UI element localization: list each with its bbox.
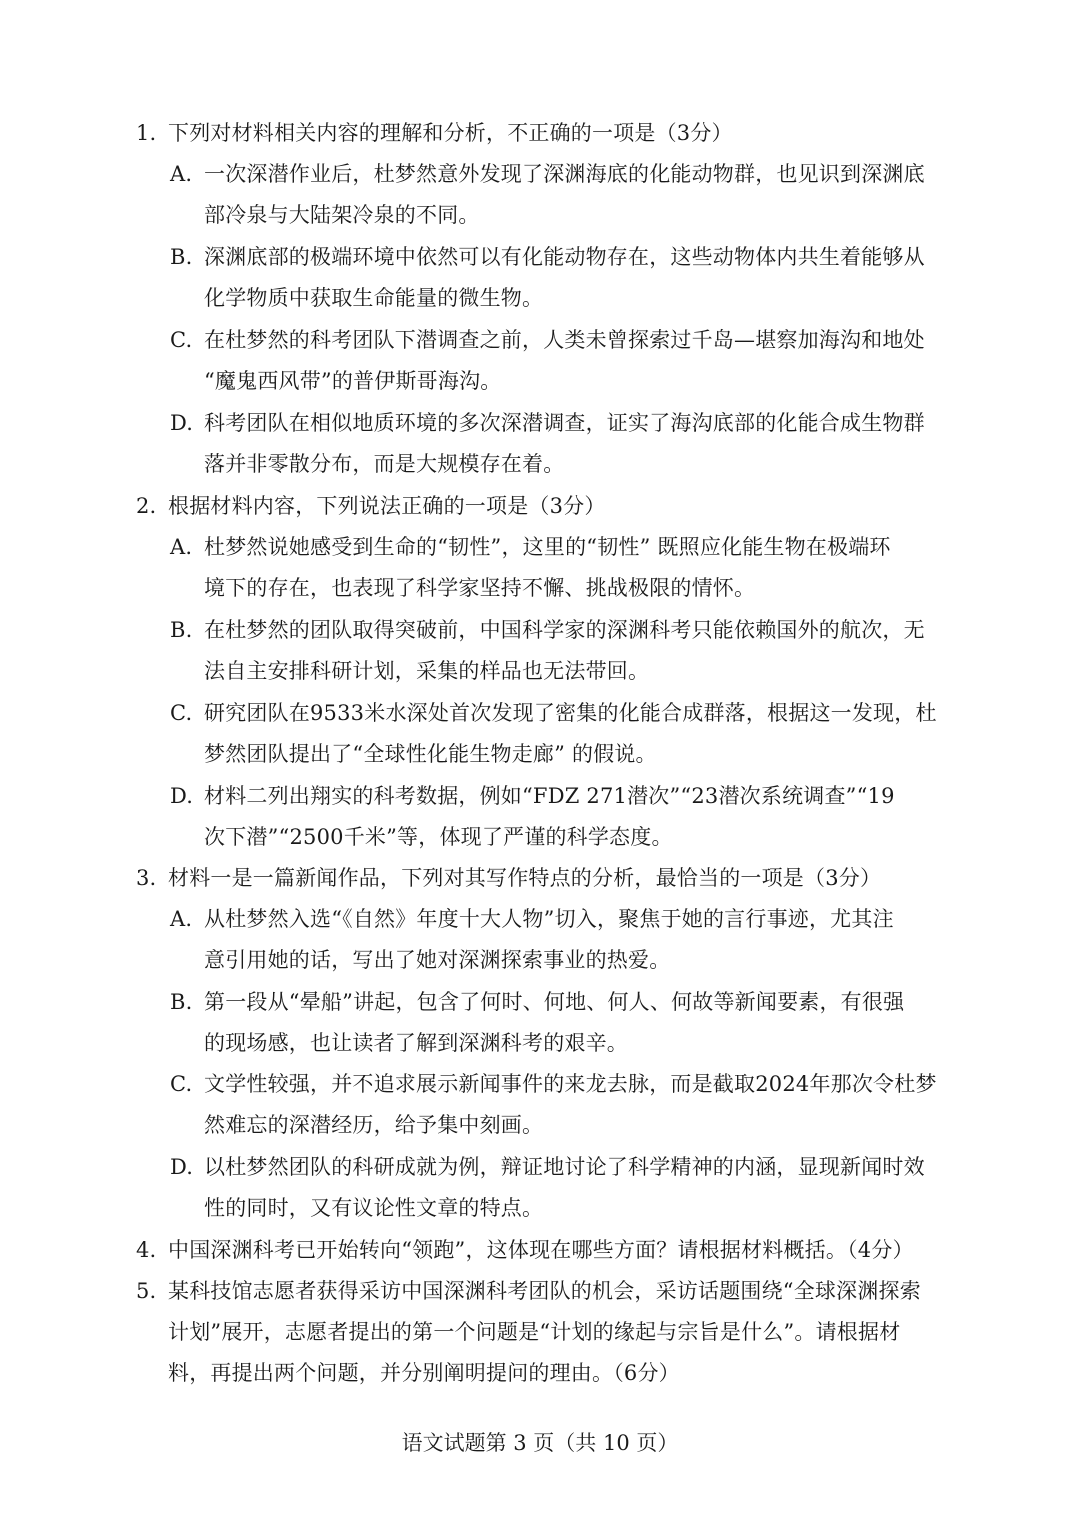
q1-option-b-line-2: 化学物质中获取生命能量的微生物。: [204, 286, 544, 310]
page-footer: 语文试题第 3 页（共 10 页）: [401, 1431, 679, 1455]
q2-option-d-line-2: 次下潜”“2500千米”等，体现了严谨的科学态度。: [204, 825, 673, 849]
q3-option-c-label: C.: [170, 1072, 193, 1096]
q3-option-d-label: D.: [170, 1155, 194, 1179]
q2-option-a-label: A.: [170, 535, 193, 559]
q1-option-b-line-1: 深渊底部的极端环境中依然可以有化能动物存在，这些动物体内共生着能够从: [204, 245, 925, 269]
question-5-line-3: 料，再提出两个问题，并分别阐明提问的理由。（6分）: [168, 1361, 680, 1385]
q1-option-d-line-2: 落并非零散分布，而是大规模存在着。: [204, 452, 565, 476]
q1-option-b-label: B.: [170, 245, 193, 269]
q2-option-c-label: C.: [170, 701, 193, 725]
q2-option-c-line-1: 研究团队在9533米水深处首次发现了密集的化能合成群落，根据这一发现，杜: [204, 701, 937, 725]
q2-option-b-line-2: 法自主安排科研计划，采集的样品也无法带回。: [204, 659, 650, 683]
q1-option-c-label: C.: [170, 328, 193, 352]
question-4-line-1: 中国深渊科考已开始转向“领跑”，这体现在哪些方面？请根据材料概括。（4分）: [168, 1238, 914, 1262]
q1-option-a-label: A.: [170, 162, 193, 186]
question-5-line-1: 某科技馆志愿者获得采访中国深渊科考团队的机会，采访话题围绕“全球深渊探索: [168, 1279, 921, 1303]
q1-option-c-line-2: “魔鬼西风带”的普伊斯哥海沟。: [204, 369, 502, 393]
q1-option-a-line-2: 部冷泉与大陆架冷泉的不同。: [204, 203, 480, 227]
question-1-number: 1.: [136, 121, 157, 145]
question-5-number: 5.: [136, 1279, 157, 1303]
q3-option-c-line-2: 然难忘的深潜经历，给予集中刻画。: [204, 1113, 544, 1137]
q3-option-d-line-2: 性的同时，又有议论性文章的特点。: [204, 1196, 544, 1220]
q3-option-b-line-2: 的现场感，也让读者了解到深渊科考的艰辛。: [204, 1031, 628, 1055]
question-3-number: 3.: [136, 866, 157, 890]
q2-option-d-line-1: 材料二列出翔实的科考数据，例如“FDZ 271潜次”“23潜次系统调查”“19: [204, 784, 895, 808]
q3-option-a-label: A.: [170, 907, 193, 931]
q3-option-b-label: B.: [170, 990, 193, 1014]
q3-option-d-line-1: 以杜梦然团队的科研成就为例，辩证地讨论了科学精神的内涵，显现新闻时效: [204, 1155, 925, 1179]
q2-option-a-line-1: 杜梦然说她感受到生命的“韧性”，这里的“韧性” 既照应化能生物在极端环: [204, 535, 891, 559]
q1-option-c-line-1: 在杜梦然的科考团队下潜调查之前，人类未曾探索过千岛—堪察加海沟和地处: [204, 328, 925, 352]
q1-option-d-line-1: 科考团队在相似地质环境的多次深潜调查，证实了海沟底部的化能合成生物群: [204, 411, 925, 435]
q2-option-d-label: D.: [170, 784, 194, 808]
q1-option-a-line-1: 一次深潜作业后，杜梦然意外发现了深渊海底的化能动物群，也见识到深渊底: [204, 162, 925, 186]
q3-option-a-line-1: 从杜梦然入选“《自然》年度十大人物”切入，聚焦于她的言行事迹，尤其注: [204, 907, 894, 931]
question-2-number: 2.: [136, 494, 157, 518]
q2-option-a-line-2: 境下的存在，也表现了科学家坚持不懈、挑战极限的情怀。: [204, 576, 756, 600]
q3-option-c-line-1: 文学性较强，并不追求展示新闻事件的来龙去脉，而是截取2024年那次令杜梦: [204, 1072, 937, 1096]
q2-option-b-label: B.: [170, 618, 193, 642]
question-3-stem: 材料一是一篇新闻作品，下列对其写作特点的分析，最恰当的一项是（3分）: [168, 866, 882, 890]
question-2-stem: 根据材料内容，下列说法正确的一项是（3分）: [168, 494, 606, 518]
question-1-stem: 下列对材料相关内容的理解和分析，不正确的一项是（3分）: [168, 121, 733, 145]
q1-option-d-label: D.: [170, 411, 194, 435]
question-5-line-2: 计划”展开，志愿者提出的第一个问题是“计划的缘起与宗旨是什么”。请根据材: [168, 1320, 901, 1344]
q3-option-b-line-1: 第一段从“晕船”讲起，包含了何时、何地、何人、何故等新闻要素，有很强: [204, 990, 905, 1014]
q3-option-a-line-2: 意引用她的话，写出了她对深渊探索事业的热爱。: [204, 948, 671, 972]
q2-option-c-line-2: 梦然团队提出了“全球性化能生物走廊” 的假说。: [204, 742, 657, 766]
q2-option-b-line-1: 在杜梦然的团队取得突破前，中国科学家的深渊科考只能依赖国外的航次，无: [204, 618, 925, 642]
question-4-number: 4.: [136, 1238, 157, 1262]
